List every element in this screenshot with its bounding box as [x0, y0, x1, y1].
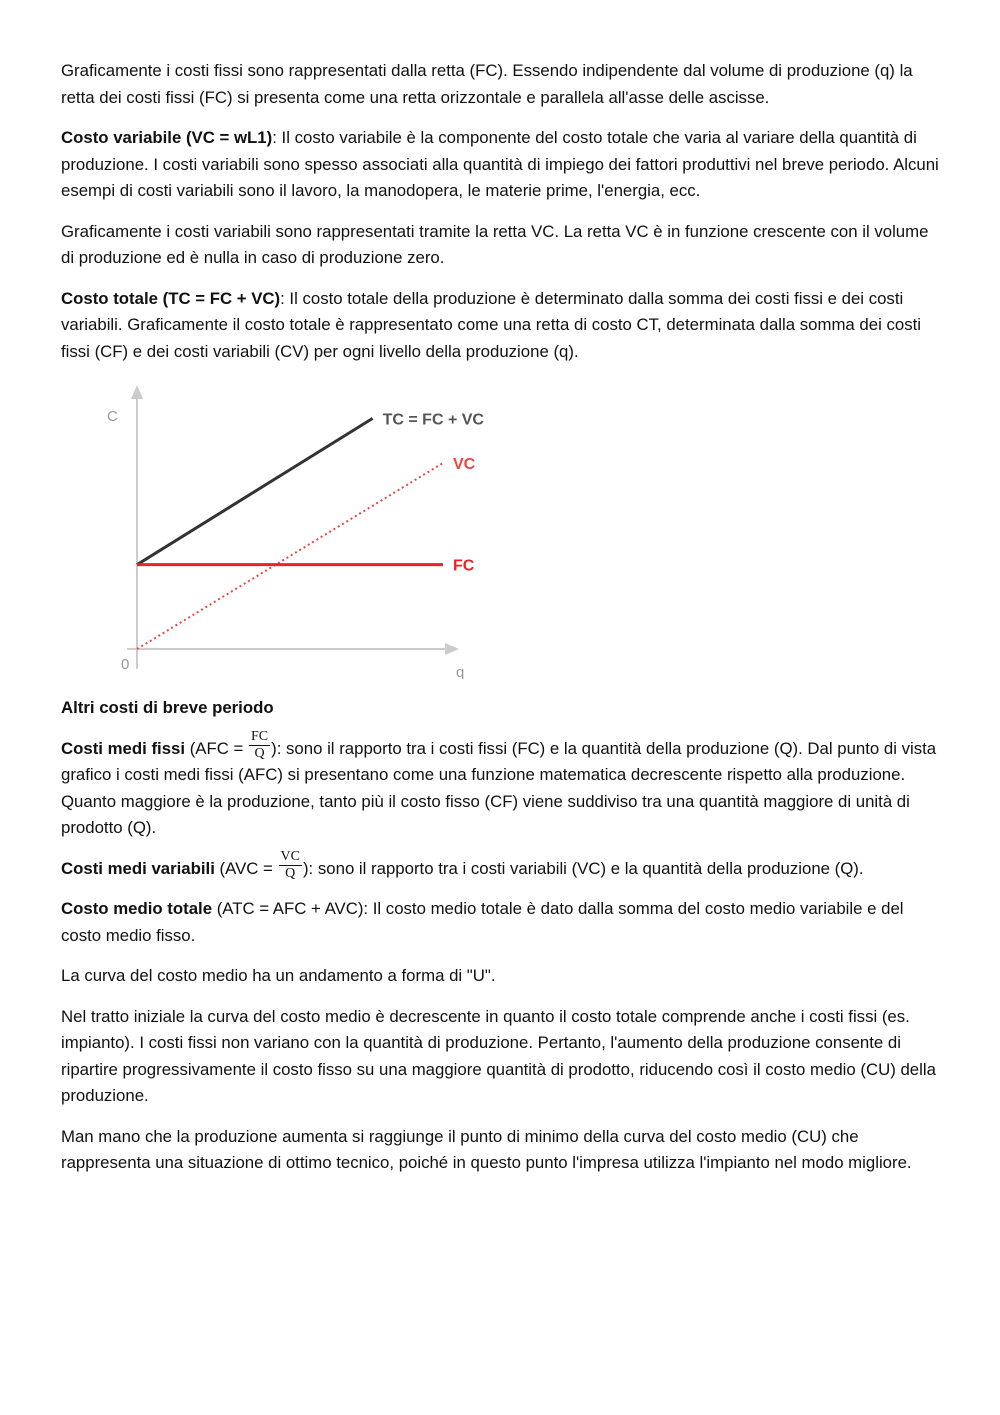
series-label-1: VC: [453, 456, 476, 473]
x-axis-label: q: [456, 664, 465, 679]
section-heading: Altri costi di breve periodo: [61, 698, 274, 717]
series-label-2: FC: [453, 557, 475, 575]
paragraph-variable-costs-graph: Graficamente i costi variabili sono rappresentati tramite la retta VC. La retta VC è in funzione crescente con il volume di produzione ed è nulla in caso di produzione zero.: [61, 221, 929, 267]
paragraph-fixed-costs-graph: Graficamente i costi fissi sono rappresentati dalla retta (FC). Essendo indipendente dal volume di produzione (q) la retta dei costi fissi (FC) si presenta come una retta orizzontale e parallela all'asse delle ascisse.: [61, 61, 913, 107]
paragraph-afc: [61, 728, 941, 842]
cost-chart-svg: [101, 379, 541, 679]
term-atc: Costo medio totale: [61, 899, 213, 918]
fraction-vc-over-q: [279, 849, 302, 882]
fraction-numerator: VC: [280, 848, 300, 864]
paragraph-text: (ATC = AFC + AVC): Il costo medio totale è dato dalla somma del costo medio variabile e del costo medio fisso.: [61, 899, 904, 945]
term-avc: Costi medi variabili: [61, 858, 215, 878]
paragraph-avc: [61, 848, 941, 883]
fraction-denominator: Q: [285, 865, 296, 881]
series-label-0: TC = FC + VC: [382, 411, 484, 429]
paragraph-u-shape: La curva del costo medio ha un andamento a forma di "U".: [61, 966, 496, 985]
document-page: [61, 58, 941, 1191]
paragraph-initial-phase: Nel tratto iniziale la curva del costo medio è decrescente in quanto il costo totale comprende anche i costi fissi (es. impianto). I costi fissi non variano con la quantità di produzione. Pertanto, l'aumento della produzione consente di ripartire progressivamente il costo fisso su una maggiore quantità di prodotto, riducendo così il costo medio (CU) della produzione.: [61, 1006, 936, 1105]
fraction-fc-over-q: [249, 729, 270, 762]
formula-prefix: (AVC =: [214, 858, 278, 878]
y-axis-label: C: [107, 408, 118, 425]
paragraph-total-cost: [61, 286, 941, 366]
paragraph-text: ): sono il rapporto tra i costi fissi (FC) e la quantità della produzione (Q). Dal punto di vista grafico i costi medi fissi (AFC) si presentano come una funzione matematica decrescente rispetto alla produzione. Quanto maggiore è la produzione, tanto più il costo fisso (CF) viene suddiviso tra una quantità maggiore di unità di prodotto (Q).: [61, 738, 937, 837]
paragraph-variable-cost: [61, 125, 941, 205]
series-line-0: [137, 418, 373, 564]
origin-label: 0: [121, 656, 130, 673]
term-variable-cost: Costo variabile (VC = wL1): [61, 128, 273, 147]
term-total-cost: Costo totale (TC = FC + VC): [61, 288, 281, 308]
fraction-numerator: FC: [250, 728, 269, 744]
formula-prefix: (AFC =: [185, 738, 248, 758]
fraction-denominator: Q: [254, 745, 265, 761]
paragraph-minimum-point: Man mano che la produzione aumenta si raggiunge il punto di minimo della curva del costo medio (CU) che rappresenta una situazione di ottimo tecnico, poiché in questo punto l'impresa utilizza l'impianto nel modo migliore.: [61, 1126, 912, 1172]
cost-chart: [101, 379, 541, 679]
paragraph-text: : Il costo totale della produzione è determinato dalla somma dei costi fissi e dei costi variabili. Graficamente il costo totale è rappresentato come una retta di costo CT, determinata dalla somma dei costi fissi (CF) e dei costi variabili (CV) per ogni livello della produzione (q).: [61, 288, 921, 361]
paragraph-atc: [61, 896, 941, 949]
term-afc: Costi medi fissi: [61, 738, 186, 758]
paragraph-text: : Il costo variabile è la componente del costo totale che varia al variare della quantità di produzione. I costi variabili sono spesso associati alla quantità di impiego dei fattori produttivi nel breve periodo. Alcuni esempi di costi variabili sono il lavoro, la manodopera, le materie prime, l'energia, ecc.: [61, 128, 939, 200]
series-line-1: [137, 463, 443, 649]
paragraph-text: ): sono il rapporto tra i costi variabili (VC) e la quantità della produzione (Q).: [302, 858, 864, 878]
series-group: [137, 411, 484, 649]
